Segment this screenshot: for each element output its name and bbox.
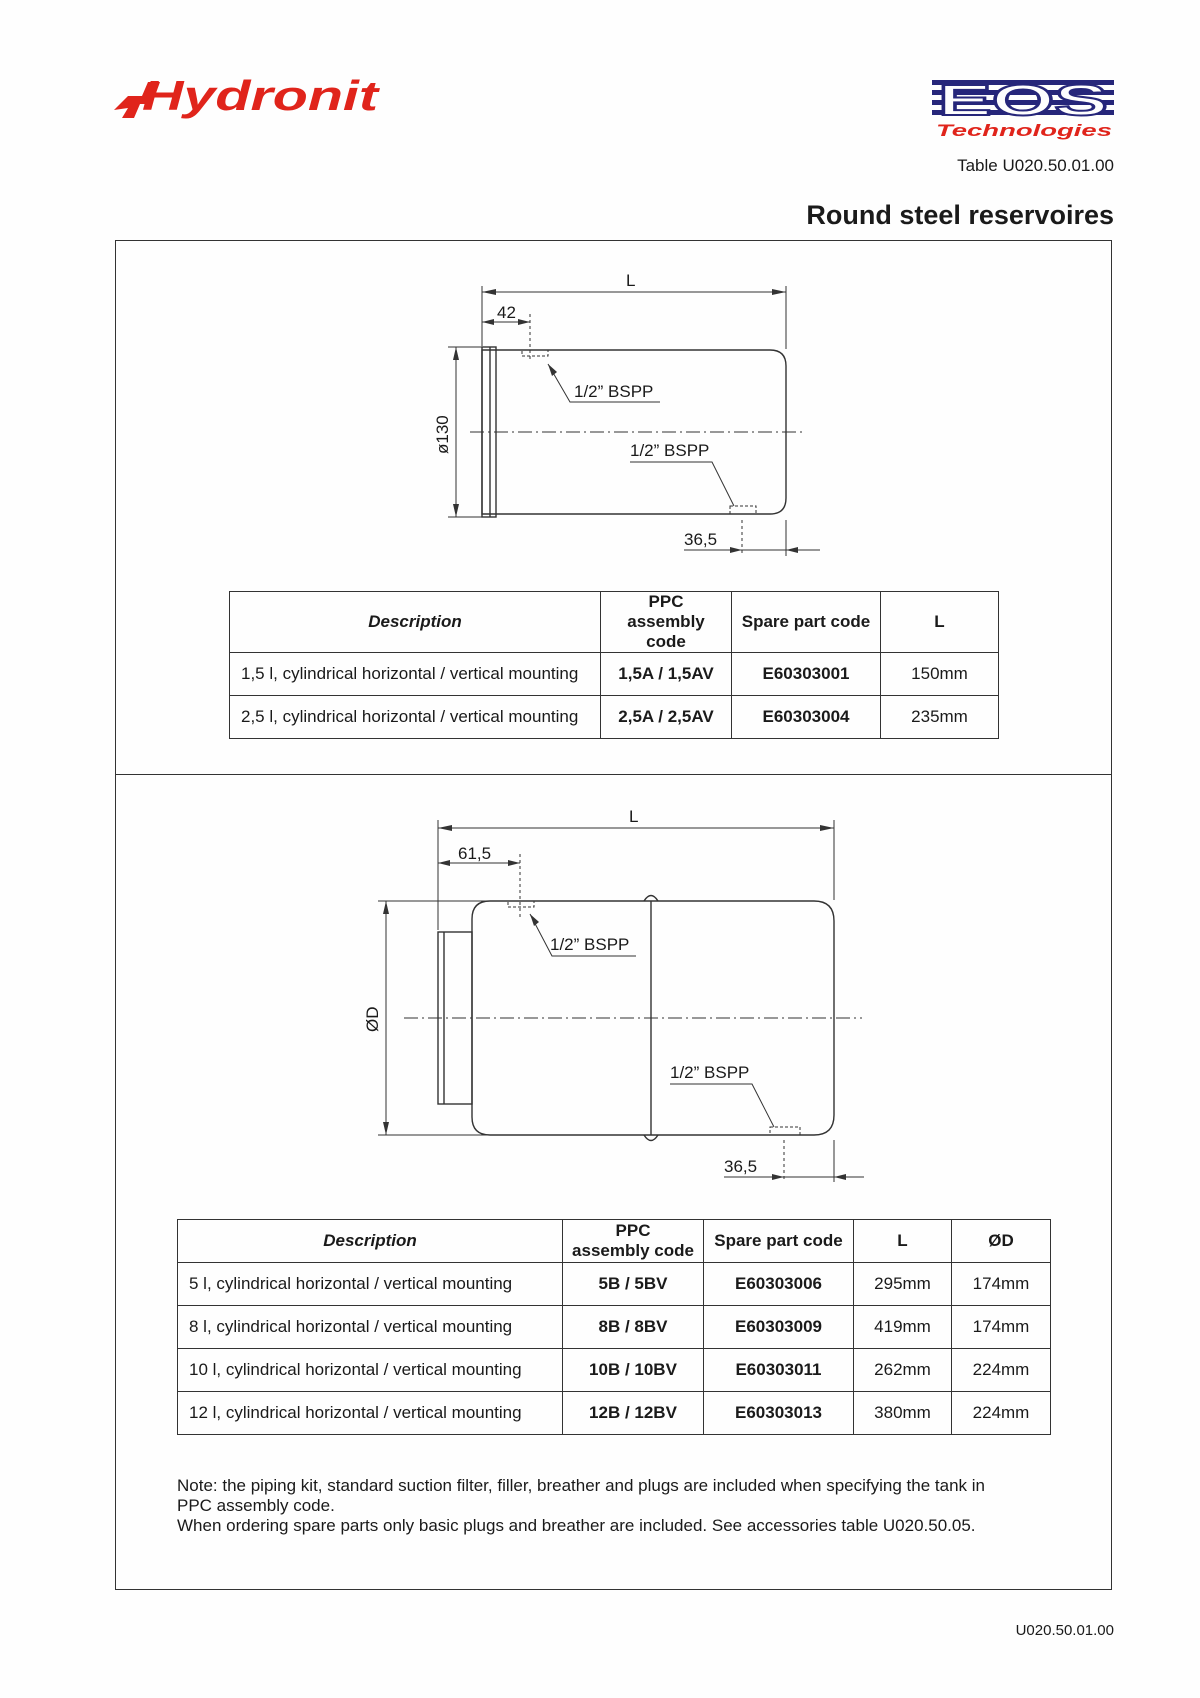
- cell-description: 12 l, cylindrical horizontal / vertical mounting: [178, 1392, 563, 1435]
- dim-42-label: 42: [497, 303, 516, 322]
- footnote-line: PPC assembly code.: [177, 1496, 335, 1515]
- header-ppc: PPC assembly code: [563, 1220, 704, 1263]
- cell-spare-part: E60303009: [704, 1306, 854, 1349]
- table-row: [178, 1349, 1051, 1392]
- cell-diameter: 224mm: [952, 1392, 1051, 1435]
- dim-61-label: 61,5: [458, 844, 492, 863]
- cell-spare-part: E60303011: [704, 1349, 854, 1392]
- table-reference: Table U020.50.01.00: [957, 156, 1114, 175]
- dim-length-label: L: [626, 271, 636, 290]
- cell-length: 295mm: [854, 1263, 952, 1306]
- table-row: [178, 1263, 1051, 1306]
- cell-description: 10 l, cylindrical horizontal / vertical mounting: [178, 1349, 563, 1392]
- port-bottom: [770, 1127, 800, 1135]
- header-description: Description: [230, 592, 601, 653]
- dim-36-label: 36,5: [724, 1157, 758, 1176]
- cell-description: 2,5 l, cylindrical horizontal / vertical mounting: [230, 696, 601, 739]
- hydronit-logo-wordmark: Hydronit: [142, 74, 381, 119]
- cell-ppc: 5B / 5BV: [563, 1263, 704, 1306]
- eos-logo-subtitle: Technologies: [936, 121, 1112, 140]
- table-header-row: [178, 1220, 1051, 1263]
- footnote: [177, 1476, 1077, 1536]
- cell-spare-part: E60303001: [732, 653, 881, 696]
- header-spare-part-code: Spare part code: [704, 1220, 854, 1263]
- cell-diameter: 174mm: [952, 1263, 1051, 1306]
- cell-length: 235mm: [881, 696, 999, 739]
- port-top: [508, 901, 534, 907]
- header-diameter: ØD: [952, 1220, 1051, 1263]
- port-top-label: 1/2” BSPP: [574, 382, 654, 401]
- table-row: [178, 1306, 1051, 1349]
- page-title: Round steel reservoires: [806, 200, 1114, 230]
- cell-description: 5 l, cylindrical horizontal / vertical mounting: [178, 1263, 563, 1306]
- dim-diameter-label: ø130: [433, 415, 452, 454]
- eos-logo-wordmark: EOS: [938, 78, 1108, 125]
- dim-diameter-label: ØD: [363, 1006, 382, 1032]
- cell-ppc: 1,5A / 1,5AV: [601, 653, 732, 696]
- header-length: L: [854, 1220, 952, 1263]
- spec-table-large: [177, 1219, 1051, 1435]
- header-ppc: PPC assembly code: [601, 592, 732, 653]
- port-bottom-label: 1/2” BSPP: [630, 441, 710, 460]
- cell-spare-part: E60303004: [732, 696, 881, 739]
- header-description: Description: [178, 1220, 563, 1263]
- footnote-line: Note: the piping kit, standard suction filter, filler, breather and plugs are included when specifying the tank in: [177, 1476, 985, 1495]
- cell-ppc: 8B / 8BV: [563, 1306, 704, 1349]
- cell-ppc: 10B / 10BV: [563, 1349, 704, 1392]
- cell-length: 150mm: [881, 653, 999, 696]
- cell-diameter: 174mm: [952, 1306, 1051, 1349]
- dim-36-label: 36,5: [684, 530, 718, 549]
- cell-diameter: 224mm: [952, 1349, 1051, 1392]
- cell-spare-part: E60303013: [704, 1392, 854, 1435]
- cell-ppc: 2,5A / 2,5AV: [601, 696, 732, 739]
- cell-length: 380mm: [854, 1392, 952, 1435]
- cell-description: 1,5 l, cylindrical horizontal / vertical mounting: [230, 653, 601, 696]
- footer-code: U020.50.01.00: [1015, 1622, 1114, 1639]
- port-bottom-label: 1/2” BSPP: [670, 1063, 750, 1082]
- header-length: L: [881, 592, 999, 653]
- cell-spare-part: E60303006: [704, 1263, 854, 1306]
- port-top-label: 1/2” BSPP: [550, 935, 630, 954]
- table-row: [178, 1392, 1051, 1435]
- cell-description: 8 l, cylindrical horizontal / vertical mounting: [178, 1306, 563, 1349]
- footnote-line: When ordering spare parts only basic plugs and breather are included. See accessories table U020.50.05.: [177, 1516, 976, 1535]
- cell-ppc: 12B / 12BV: [563, 1392, 704, 1435]
- dim-length-label: L: [629, 807, 639, 826]
- cell-length: 419mm: [854, 1306, 952, 1349]
- header-spare-part-code: Spare part code: [732, 592, 881, 653]
- cell-length: 262mm: [854, 1349, 952, 1392]
